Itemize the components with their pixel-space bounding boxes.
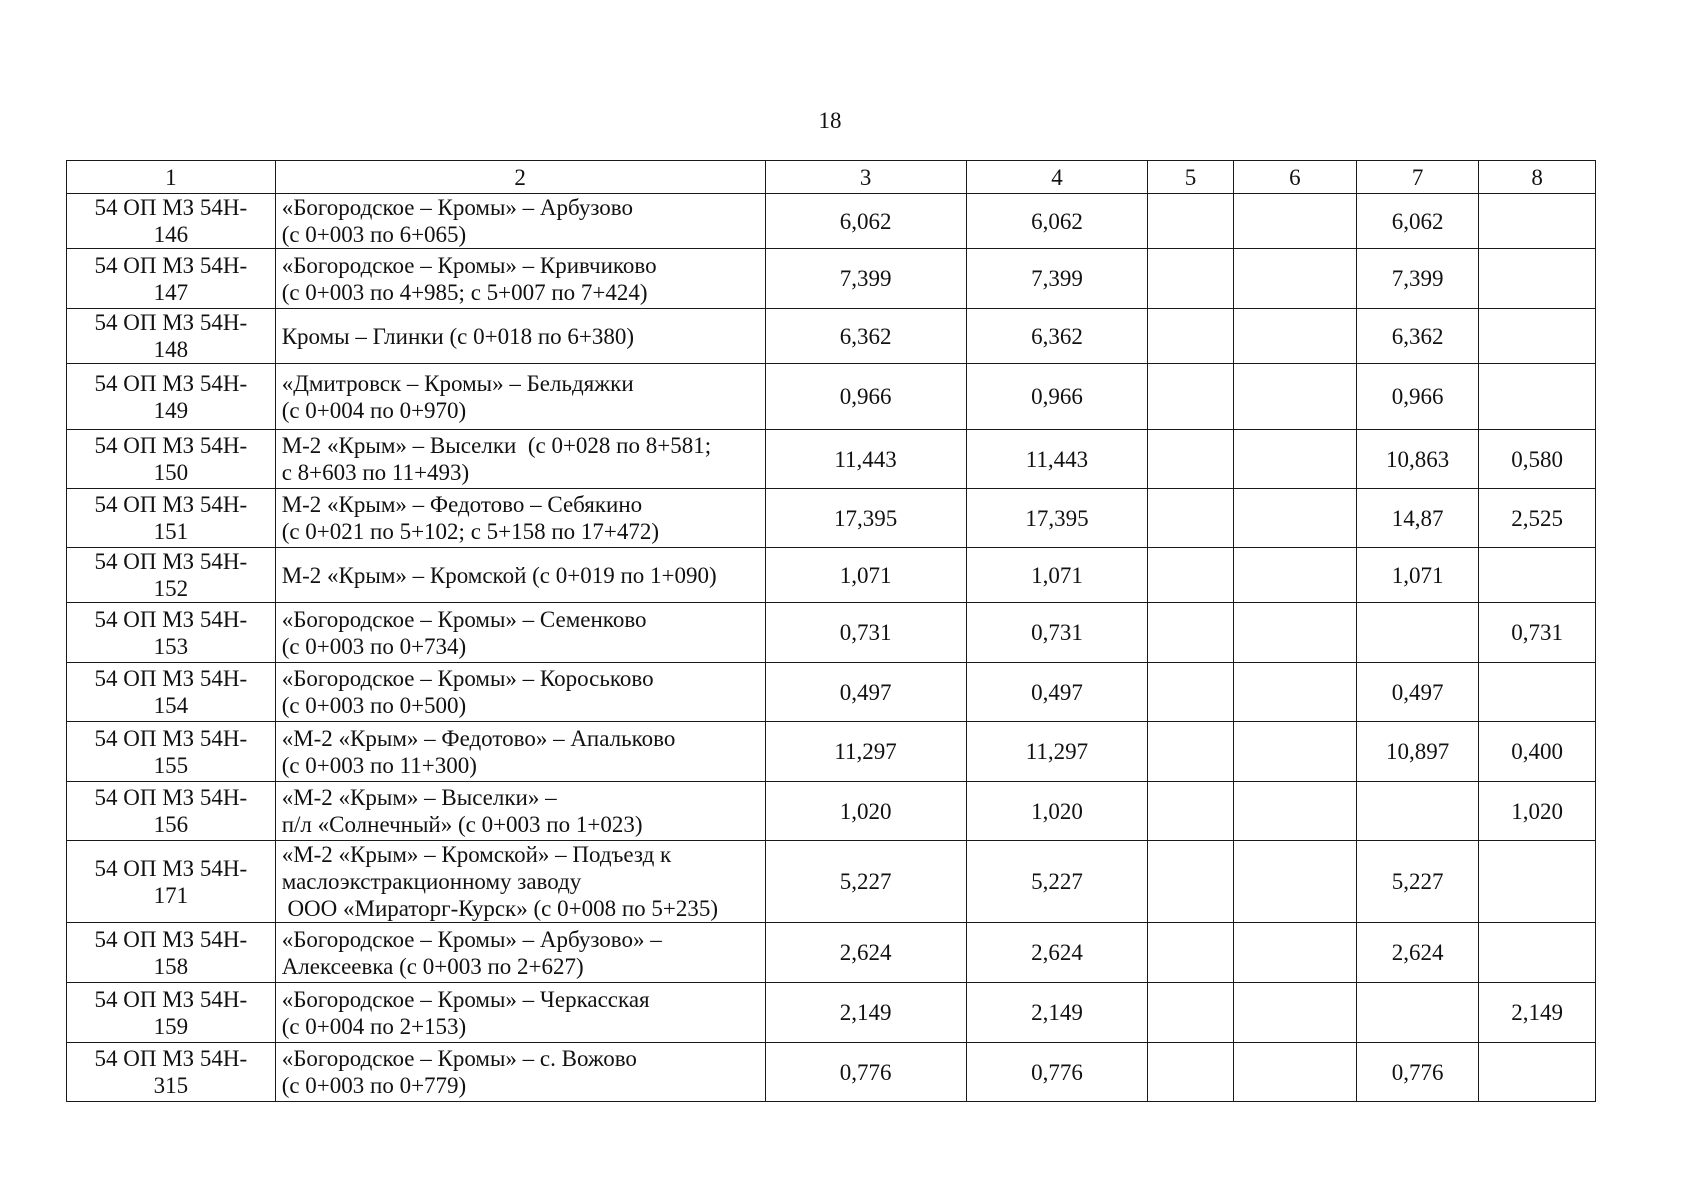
table-row <box>67 923 1596 983</box>
road-name-line: (с 0+003 по 11+300) <box>281 752 477 778</box>
value-cell-c6 <box>1233 722 1356 782</box>
road-name-line: ООО «Мираторг-Курск» (с 0+008 по 5+235) <box>281 896 719 921</box>
table-row <box>67 722 1596 782</box>
road-code-line: 54 ОП МЗ 54Н- <box>94 785 248 810</box>
table-row <box>67 603 1596 663</box>
value-cell-c8: 0,400 <box>1479 722 1596 782</box>
road-code-line: 54 ОП МЗ 54Н- <box>94 492 248 517</box>
value-cell-c4: 0,776 <box>966 1043 1148 1102</box>
road-name-line: (с 0+003 по 0+500) <box>281 693 467 718</box>
column-header: 5 <box>1148 161 1233 194</box>
value-cell-c3: 17,395 <box>765 489 966 548</box>
value-cell-c8: 1,020 <box>1479 782 1596 841</box>
value-cell-c8 <box>1479 841 1596 923</box>
value-cell-c3: 6,062 <box>765 194 966 249</box>
value-cell-c7: 10,897 <box>1356 722 1478 782</box>
value-cell-c4: 0,497 <box>966 663 1148 722</box>
value-cell-c5 <box>1148 489 1233 548</box>
table-row <box>67 841 1596 923</box>
road-code-line: 54 ОП МЗ 54Н- <box>94 549 248 574</box>
road-code-line: 54 ОП МЗ 54Н- <box>94 370 248 396</box>
value-cell-c5 <box>1148 194 1233 249</box>
value-cell-c7: 0,497 <box>1356 663 1478 722</box>
value-cell-c5 <box>1148 603 1233 663</box>
value-cell-c4: 11,297 <box>966 722 1148 782</box>
road-code-cell <box>67 430 276 489</box>
value-cell-c5 <box>1148 309 1233 364</box>
value-cell-c3: 1,071 <box>765 548 966 603</box>
road-name-cell <box>275 548 765 603</box>
value-cell-c4: 1,020 <box>966 782 1148 841</box>
road-name-line: (с 0+004 по 0+970) <box>281 397 467 423</box>
value-cell-c4: 6,062 <box>966 194 1148 249</box>
column-header: 2 <box>275 161 765 194</box>
value-cell-c5 <box>1148 663 1233 722</box>
road-code-line: 154 <box>153 693 189 718</box>
value-cell-c8: 0,580 <box>1479 430 1596 489</box>
table-row <box>67 782 1596 841</box>
table-row <box>67 194 1596 249</box>
value-cell-c5 <box>1148 364 1233 430</box>
value-cell-c3: 0,497 <box>765 663 966 722</box>
road-name-cell <box>275 722 765 782</box>
road-code-line: 54 ОП МЗ 54Н- <box>94 433 248 458</box>
road-name-cell <box>275 603 765 663</box>
value-cell-c7: 2,624 <box>1356 923 1478 983</box>
road-name-cell <box>275 194 765 249</box>
value-cell-c6 <box>1233 603 1356 663</box>
road-code-line: 152 <box>153 576 189 601</box>
value-cell-c4: 0,966 <box>966 364 1148 430</box>
road-code-line: 54 ОП МЗ 54Н- <box>94 252 248 278</box>
value-cell-c3: 0,966 <box>765 364 966 430</box>
road-code-cell <box>67 194 276 249</box>
column-header: 1 <box>67 161 276 194</box>
value-cell-c6 <box>1233 923 1356 983</box>
value-cell-c6 <box>1233 548 1356 603</box>
road-code-cell <box>67 722 276 782</box>
table-row <box>67 309 1596 364</box>
road-name-line: «Богородское – Кромы» – Арбузово» – <box>281 926 662 952</box>
road-code-line: 171 <box>153 882 189 908</box>
value-cell-c6 <box>1233 249 1356 309</box>
value-cell-c7: 5,227 <box>1356 841 1478 923</box>
road-code-line: 54 ОП МЗ 54Н- <box>94 926 248 952</box>
road-name-line: «Дмитровск – Кромы» – Бельдяжки <box>281 370 634 396</box>
value-cell-c8: 2,149 <box>1479 983 1596 1043</box>
column-header: 7 <box>1356 161 1478 194</box>
road-name-line: «Богородское – Кромы» – Кривчиково <box>281 252 657 278</box>
road-name-line: «М-2 «Крым» – Выселки» – <box>281 785 557 810</box>
table-row <box>67 1043 1596 1102</box>
value-cell-c3: 6,362 <box>765 309 966 364</box>
value-cell-c4: 5,227 <box>966 841 1148 923</box>
road-name-line: «М-2 «Крым» – Федотово» – Апальково <box>281 725 676 751</box>
road-name-line: (с 0+003 по 0+779) <box>281 1073 467 1098</box>
value-cell-c8 <box>1479 364 1596 430</box>
road-code-line: 54 ОП МЗ 54Н- <box>94 606 248 632</box>
road-name-line: Алексеевка (с 0+003 по 2+627) <box>281 953 584 979</box>
road-code-line: 54 ОП МЗ 54Н- <box>94 1046 248 1071</box>
road-code-cell <box>67 1043 276 1102</box>
value-cell-c7 <box>1356 983 1478 1043</box>
road-code-line: 148 <box>153 337 189 362</box>
value-cell-c4: 6,362 <box>966 309 1148 364</box>
road-name-cell <box>275 782 765 841</box>
value-cell-c5 <box>1148 841 1233 923</box>
road-name-line: «Богородское – Кромы» – Арбузово <box>281 195 633 220</box>
value-cell-c3: 0,731 <box>765 603 966 663</box>
road-name-line: «Богородское – Кромы» – Короськово <box>281 666 654 691</box>
table-row <box>67 430 1596 489</box>
value-cell-c8: 0,731 <box>1479 603 1596 663</box>
road-code-cell <box>67 249 276 309</box>
value-cell-c3: 7,399 <box>765 249 966 309</box>
road-code-line: 146 <box>153 222 189 247</box>
table-row <box>67 663 1596 722</box>
value-cell-c4: 2,624 <box>966 923 1148 983</box>
value-cell-c7 <box>1356 603 1478 663</box>
column-header: 4 <box>966 161 1148 194</box>
table-row <box>67 548 1596 603</box>
value-cell-c3: 0,776 <box>765 1043 966 1102</box>
road-name-cell <box>275 309 765 364</box>
table-body <box>67 194 1596 1102</box>
road-code-line: 54 ОП МЗ 54Н- <box>94 855 248 881</box>
road-code-line: 153 <box>153 633 189 659</box>
road-code-line: 54 ОП МЗ 54Н- <box>94 986 248 1012</box>
road-name-line: «Богородское – Кромы» – с. Вожово <box>281 1046 637 1071</box>
road-code-line: 147 <box>153 279 189 305</box>
road-name-cell <box>275 841 765 923</box>
value-cell-c8 <box>1479 548 1596 603</box>
value-cell-c7: 10,863 <box>1356 430 1478 489</box>
road-code-line: 158 <box>153 953 189 979</box>
table-row <box>67 489 1596 548</box>
column-header: 3 <box>765 161 966 194</box>
road-name-line: М-2 «Крым» – Выселки (с 0+028 по 8+581; <box>281 433 712 458</box>
value-cell-c4: 7,399 <box>966 249 1148 309</box>
road-name-cell <box>275 249 765 309</box>
value-cell-c6 <box>1233 194 1356 249</box>
value-cell-c5 <box>1148 1043 1233 1102</box>
road-name-line: (с 0+021 по 5+102; с 5+158 по 17+472) <box>281 519 660 544</box>
value-cell-c3: 2,149 <box>765 983 966 1043</box>
road-name-line: (с 0+004 по 2+153) <box>281 1013 467 1039</box>
road-code-cell <box>67 489 276 548</box>
road-code-line: 315 <box>153 1073 189 1098</box>
road-code-line: 54 ОП МЗ 54Н- <box>94 310 248 335</box>
value-cell-c7: 0,966 <box>1356 364 1478 430</box>
value-cell-c5 <box>1148 548 1233 603</box>
road-name-line: «Богородское – Кромы» – Черкасская <box>281 986 650 1012</box>
road-code-cell <box>67 983 276 1043</box>
table-row <box>67 249 1596 309</box>
road-code-line: 155 <box>153 752 189 778</box>
value-cell-c6 <box>1233 309 1356 364</box>
road-code-cell <box>67 782 276 841</box>
value-cell-c6 <box>1233 1043 1356 1102</box>
road-name-line: с 8+603 по 11+493) <box>281 460 470 485</box>
road-code-line: 54 ОП МЗ 54Н- <box>94 725 248 751</box>
value-cell-c6 <box>1233 663 1356 722</box>
road-name-cell <box>275 364 765 430</box>
road-name-line: (с 0+003 по 0+734) <box>281 633 467 659</box>
road-name-cell <box>275 663 765 722</box>
road-code-cell <box>67 309 276 364</box>
value-cell-c8 <box>1479 309 1596 364</box>
value-cell-c7: 14,87 <box>1356 489 1478 548</box>
road-name-line: (с 0+003 по 4+985; с 5+007 по 7+424) <box>281 279 648 305</box>
road-name-cell <box>275 923 765 983</box>
value-cell-c4: 17,395 <box>966 489 1148 548</box>
value-cell-c3: 5,227 <box>765 841 966 923</box>
column-header: 8 <box>1479 161 1596 194</box>
value-cell-c6 <box>1233 430 1356 489</box>
road-name-line: Кромы – Глинки (с 0+018 по 6+380) <box>281 323 635 349</box>
value-cell-c6 <box>1233 983 1356 1043</box>
value-cell-c3: 1,020 <box>765 782 966 841</box>
road-code-line: 54 ОП МЗ 54Н- <box>94 195 248 220</box>
value-cell-c4: 11,443 <box>966 430 1148 489</box>
road-name-line: «Богородское – Кромы» – Семенково <box>281 606 647 632</box>
value-cell-c8: 2,525 <box>1479 489 1596 548</box>
road-name-line: М-2 «Крым» – Кромской (с 0+019 по 1+090) <box>281 562 717 588</box>
value-cell-c5 <box>1148 249 1233 309</box>
header-row <box>67 161 1596 194</box>
value-cell-c7: 1,071 <box>1356 548 1478 603</box>
value-cell-c5 <box>1148 722 1233 782</box>
road-code-line: 150 <box>153 460 189 485</box>
road-code-line: 151 <box>153 519 189 544</box>
value-cell-c7: 7,399 <box>1356 249 1478 309</box>
road-code-cell <box>67 603 276 663</box>
road-name-cell <box>275 983 765 1043</box>
table-row <box>67 364 1596 430</box>
road-code-line: 159 <box>153 1013 189 1039</box>
value-cell-c3: 2,624 <box>765 923 966 983</box>
value-cell-c7 <box>1356 782 1478 841</box>
roads-table <box>66 160 1596 1102</box>
value-cell-c5 <box>1148 923 1233 983</box>
value-cell-c8 <box>1479 1043 1596 1102</box>
value-cell-c4: 0,731 <box>966 603 1148 663</box>
road-code-cell <box>67 923 276 983</box>
road-code-line: 54 ОП МЗ 54Н- <box>94 666 248 691</box>
road-name-line: маслоэкстракционному заводу <box>281 869 582 894</box>
value-cell-c3: 11,297 <box>765 722 966 782</box>
value-cell-c8 <box>1479 663 1596 722</box>
value-cell-c8 <box>1479 194 1596 249</box>
road-code-line: 156 <box>153 812 189 837</box>
value-cell-c4: 2,149 <box>966 983 1148 1043</box>
road-name-line: «М-2 «Крым» – Кромской» – Подъезд к <box>281 842 672 867</box>
road-code-cell <box>67 841 276 923</box>
value-cell-c6 <box>1233 364 1356 430</box>
road-name-cell <box>275 489 765 548</box>
value-cell-c5 <box>1148 782 1233 841</box>
value-cell-c3: 11,443 <box>765 430 966 489</box>
page-number: 18 <box>818 108 842 133</box>
value-cell-c7: 6,062 <box>1356 194 1478 249</box>
value-cell-c6 <box>1233 782 1356 841</box>
road-name-cell <box>275 1043 765 1102</box>
value-cell-c5 <box>1148 430 1233 489</box>
value-cell-c6 <box>1233 489 1356 548</box>
value-cell-c8 <box>1479 923 1596 983</box>
road-name-line: М-2 «Крым» – Федотово – Себякино <box>281 492 643 517</box>
column-header: 6 <box>1233 161 1356 194</box>
road-code-cell <box>67 663 276 722</box>
value-cell-c7: 0,776 <box>1356 1043 1478 1102</box>
road-code-cell <box>67 364 276 430</box>
road-name-cell <box>275 430 765 489</box>
road-name-line: (с 0+003 по 6+065) <box>281 222 467 247</box>
value-cell-c7: 6,362 <box>1356 309 1478 364</box>
value-cell-c4: 1,071 <box>966 548 1148 603</box>
road-code-cell <box>67 548 276 603</box>
table-row <box>67 983 1596 1043</box>
road-name-line: п/л «Солнечный» (с 0+003 по 1+023) <box>281 812 643 837</box>
value-cell-c5 <box>1148 983 1233 1043</box>
road-code-line: 149 <box>153 397 189 423</box>
value-cell-c8 <box>1479 249 1596 309</box>
value-cell-c6 <box>1233 841 1356 923</box>
